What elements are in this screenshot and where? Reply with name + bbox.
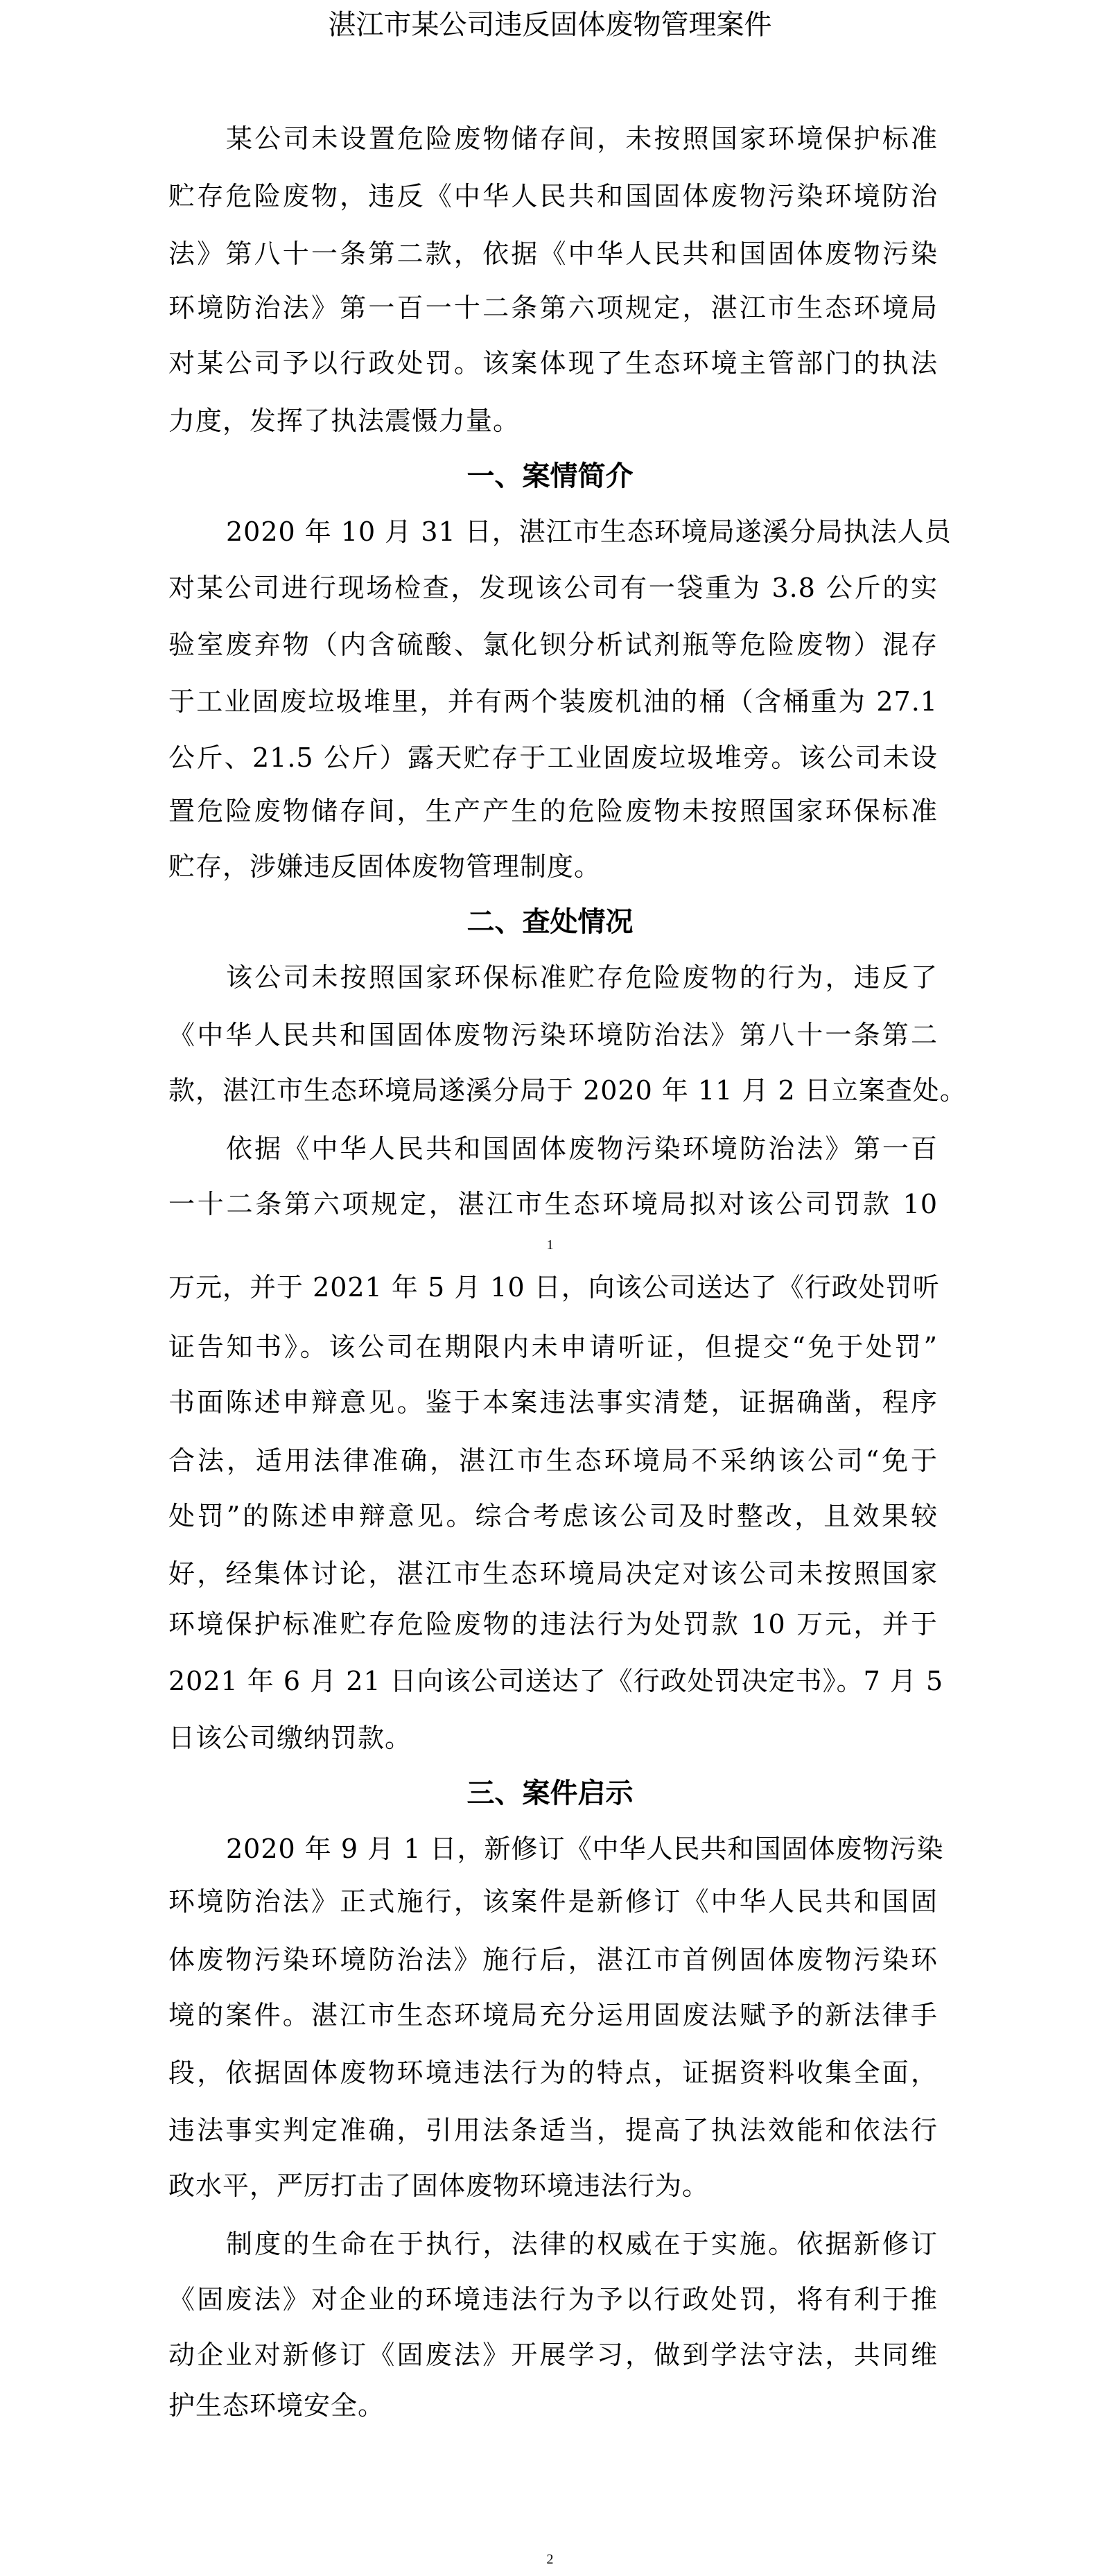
text-line: 《中华人民共和国固体废物污染环境防治法》第八十一条第二 (168, 1020, 938, 1050)
text-line: 对某公司进行现场检查，发现该公司有一袋重为 3.8 公斤的实 (168, 573, 938, 603)
text-line: 2020 年 10 月 31 日，湛江市生态环境局遂溪分局执法人员 (226, 516, 952, 547)
text-line: 环境防治法》正式施行，该案件是新修订《中华人民共和国固 (168, 1886, 938, 1917)
page-number: 1 (546, 1237, 554, 1253)
text-line: 环境保护标准贮存危险废物的违法行为处罚款 10 万元，并于 (168, 1609, 938, 1639)
text-line: 证告知书》。该公司在期限内未申请听证，但提交“免于处罚” (168, 1332, 938, 1362)
text-line: 一十二条第六项规定，湛江市生态环境局拟对该公司罚款 10 (168, 1189, 938, 1219)
text-line: 环境防治法》第一百一十二条第六项规定，湛江市生态环境局 (168, 293, 938, 323)
document-title: 湛江市某公司违反固体废物管理案件 (328, 9, 772, 41)
text-line: 好，经集体讨论，湛江市生态环境局决定对该公司未按照国家 (168, 1558, 938, 1589)
text-line: 对某公司予以行政处罚。该案体现了生态环境主管部门的执法 (168, 348, 938, 378)
text-line: 贮存，涉嫌违反固体废物管理制度。 (168, 851, 602, 882)
text-line: 公斤、21.5 公斤）露天贮存于工业固废垃圾堆旁。该公司未设 (168, 742, 938, 773)
text-line: 《固废法》对企业的环境违法行为予以行政处罚，将有利于推 (168, 2284, 938, 2315)
text-line: 贮存危险废物，违反《中华人民共和国固体废物污染环境防治 (168, 181, 938, 211)
text-line: 验室废弃物（内含硫酸、氯化钡分析试剂瓶等危险废物）混存 (168, 629, 938, 660)
text-line: 于工业固废垃圾堆里，并有两个装废机油的桶（含桶重为 27.1 (168, 686, 938, 717)
section-heading-investigation: 二、查处情况 (466, 906, 634, 938)
text-line: 2021 年 6 月 21 日向该公司送达了《行政处罚决定书》。7 月 5 (168, 1666, 944, 1696)
text-line: 款，湛江市生态环境局遂溪分局于 2020 年 11 月 2 日立案查处。 (168, 1075, 967, 1106)
text-line: 境的案件。湛江市生态环境局充分运用固废法赋予的新法律手 (168, 2000, 938, 2030)
section-heading-case-insights: 三、案件启示 (466, 1777, 634, 1809)
text-line: 2020 年 9 月 1 日，新修订《中华人民共和国固体废物污染 (226, 1834, 944, 1864)
text-line: 合法，适用法律准确，湛江市生态环境局不采纳该公司“免于 (168, 1445, 938, 1476)
text-line: 动企业对新修订《固废法》开展学习，做到学法守法，共同维 (168, 2340, 938, 2370)
text-line: 依据《中华人民共和国固体废物污染环境防治法》第一百 (226, 1133, 938, 1164)
text-line: 日该公司缴纳罚款。 (168, 1723, 412, 1753)
text-line: 政水平，严厉打击了固体废物环境违法行为。 (168, 2170, 710, 2201)
text-line: 力度，发挥了执法震慑力量。 (168, 406, 521, 436)
section-heading-case-summary: 一、案情简介 (466, 460, 634, 492)
text-line: 该公司未按照国家环保标准贮存危险废物的行为，违反了 (226, 962, 938, 993)
text-line: 书面陈述申辩意见。鉴于本案违法事实清楚，证据确凿，程序 (168, 1387, 938, 1418)
text-line: 万元，并于 2021 年 5 月 10 日，向该公司送达了《行政处罚听 (168, 1272, 940, 1303)
text-line: 违法事实判定准确，引用法条适当，提高了执法效能和依法行 (168, 2115, 938, 2146)
text-line: 法》第八十一条第二款，依据《中华人民共和国固体废物污染 (168, 238, 938, 269)
text-line: 护生态环境安全。 (168, 2390, 385, 2421)
text-line: 段，依据固体废物环境违法行为的特点，证据资料收集全面， (168, 2057, 938, 2088)
text-line: 体废物污染环境防治法》施行后，湛江市首例固体废物污染环 (168, 1944, 938, 1975)
text-line: 制度的生命在于执行，法律的权威在于实施。依据新修订 (226, 2229, 938, 2259)
text-line: 置危险废物储存间，生产产生的危险废物未按照国家环保标准 (168, 796, 938, 826)
page-number: 2 (546, 2552, 554, 2567)
text-line: 某公司未设置危险废物储存间，未按照国家环境保护标准 (226, 123, 938, 154)
text-line: 处罚”的陈述申辩意见。综合考虑该公司及时整改，且效果较 (168, 1501, 938, 1531)
